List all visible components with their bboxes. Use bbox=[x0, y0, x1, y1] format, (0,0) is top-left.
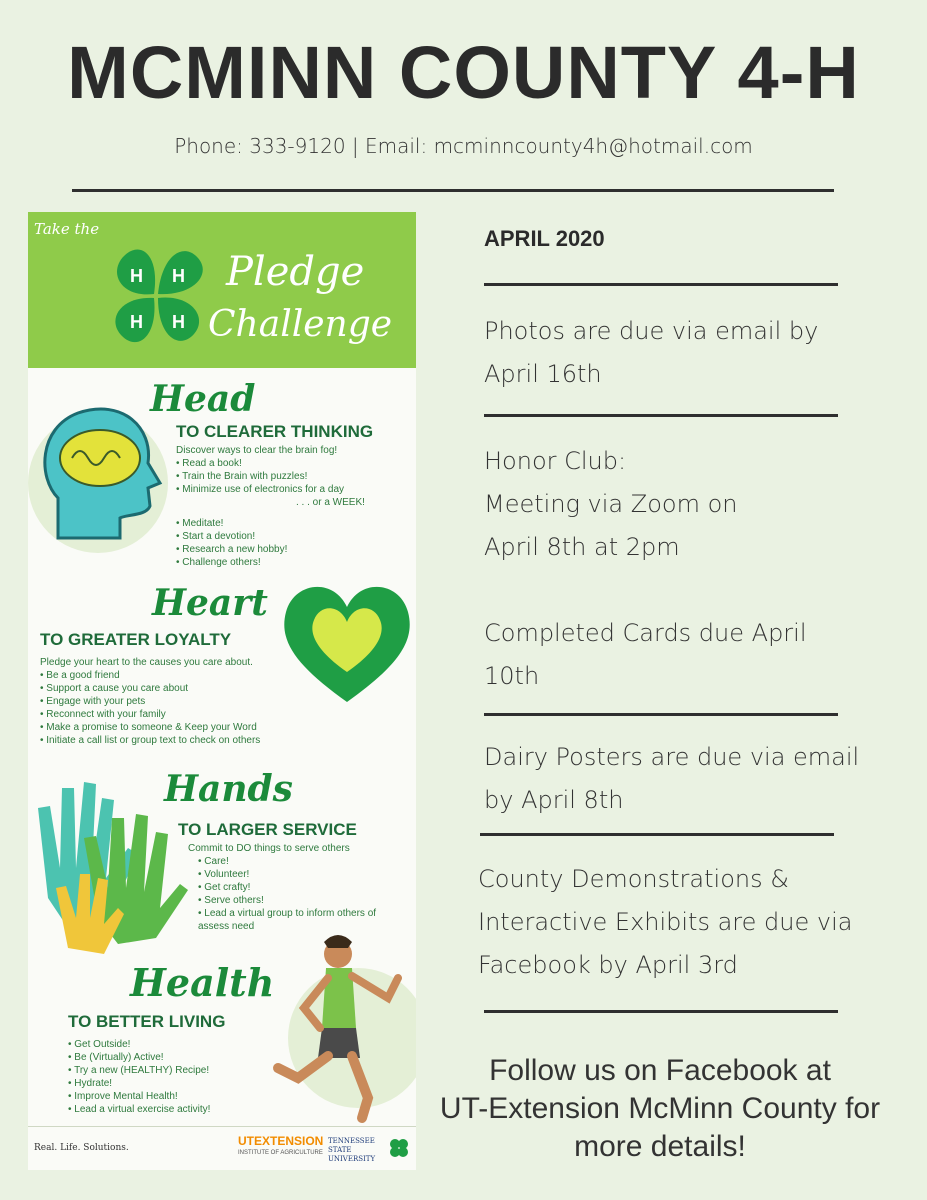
list-item: • Minimize use of electronics for a day bbox=[176, 483, 365, 496]
list-item: • Be (Virtually) Active! bbox=[68, 1051, 210, 1064]
notice-line: Dairy Posters are due via email bbox=[484, 743, 860, 771]
notice-honor-club bbox=[484, 440, 737, 569]
head-heading: Head bbox=[150, 378, 256, 420]
hands-subheading: TO LARGER SERVICE bbox=[178, 820, 357, 839]
list-item: • Try a new (HEALTHY) Recipe! bbox=[68, 1064, 210, 1077]
list-item: • Reconnect with your family bbox=[40, 708, 260, 721]
notice-line: April 16th bbox=[484, 360, 602, 388]
list-item: • Read a book! bbox=[176, 457, 365, 470]
poster-pledge: Pledge bbox=[226, 249, 365, 295]
follow-line: Follow us on Facebook at bbox=[489, 1054, 831, 1087]
svg-text:H: H bbox=[130, 312, 143, 332]
pledge-challenge-poster bbox=[28, 212, 416, 1170]
health-list bbox=[68, 1038, 210, 1116]
head-list bbox=[176, 444, 365, 569]
list-item: • Care! bbox=[198, 855, 408, 868]
svg-text:H: H bbox=[172, 266, 185, 286]
list-item: • Volunteer! bbox=[198, 868, 408, 881]
divider bbox=[484, 283, 838, 286]
hands-list bbox=[188, 842, 408, 933]
hands-intro: Commit to DO things to serve others bbox=[188, 843, 350, 854]
health-subheading: TO BETTER LIVING bbox=[68, 1012, 226, 1031]
notice-line: 10th bbox=[484, 662, 540, 690]
notice-line: Photos are due via email by bbox=[484, 317, 819, 345]
notice-line: Facebook by April 3rd bbox=[478, 951, 738, 979]
notice-line: Honor Club: bbox=[484, 447, 627, 475]
list-item: • Hydrate! bbox=[68, 1077, 210, 1090]
notice-photos bbox=[484, 310, 818, 396]
ut-extension-subtext: INSTITUTE OF AGRICULTURE bbox=[238, 1150, 323, 1156]
heart-list bbox=[40, 656, 260, 747]
list-item: • Be a good friend bbox=[40, 669, 260, 682]
divider bbox=[484, 414, 838, 417]
divider bbox=[484, 713, 838, 716]
contact-info: Phone: 333-9120 | Email: mcminncounty4h@hotmail.com bbox=[174, 134, 753, 158]
list-item: • Get Outside! bbox=[68, 1038, 210, 1051]
list-item: • Support a cause you care about bbox=[40, 682, 260, 695]
notice-county-demonstrations bbox=[478, 858, 852, 987]
heart-heading: Heart bbox=[152, 582, 268, 624]
notice-line: Completed Cards due April bbox=[484, 619, 807, 647]
ut-extension-logo bbox=[238, 1135, 323, 1159]
notice-line: Meeting via Zoom on bbox=[484, 490, 738, 518]
list-item: • Initiate a call list or group text to check on others bbox=[40, 734, 260, 747]
month-heading: APRIL 2020 bbox=[484, 226, 605, 251]
list-item: . . . or a WEEK! bbox=[296, 497, 365, 508]
list-item: • Lead a virtual exercise activity! bbox=[68, 1103, 210, 1116]
follow-line: more details! bbox=[574, 1130, 746, 1163]
list-item: • Train the Brain with puzzles! bbox=[176, 470, 365, 483]
poster-take-the: Take the bbox=[34, 220, 100, 238]
poster-challenge: Challenge bbox=[208, 304, 393, 345]
list-item: • Start a devotion! bbox=[176, 530, 365, 543]
notice-line: Interactive Exhibits are due via bbox=[478, 908, 853, 936]
header-divider bbox=[72, 189, 834, 192]
follow-line: UT-Extension McMinn County for bbox=[439, 1092, 881, 1125]
notice-line: County Demonstrations & bbox=[478, 865, 789, 893]
poster-footer bbox=[28, 1126, 416, 1170]
list-item: • Make a promise to someone & Keep your Word bbox=[40, 721, 260, 734]
divider bbox=[480, 833, 834, 836]
notice-line: April 8th at 2pm bbox=[484, 533, 680, 561]
notice-line: by April 8th bbox=[484, 786, 624, 814]
divider bbox=[484, 1010, 838, 1013]
list-item: • Meditate! bbox=[176, 517, 365, 530]
poster-banner bbox=[28, 212, 416, 368]
notice-dairy-posters bbox=[484, 736, 859, 822]
tsu-logo: TENNESSEE STATE UNIVERSITY bbox=[328, 1137, 376, 1163]
list-item: • Research a new hobby! bbox=[176, 543, 365, 556]
four-h-small-icon bbox=[388, 1137, 410, 1159]
head-intro: Discover ways to clear the brain fog! bbox=[176, 445, 338, 456]
runner-icon bbox=[248, 928, 416, 1128]
list-item: • Improve Mental Health! bbox=[68, 1090, 210, 1103]
list-item: • Get crafty! bbox=[198, 881, 408, 894]
hands-heading: Hands bbox=[164, 768, 293, 810]
list-item: • Serve others! bbox=[198, 894, 408, 907]
heart-subheading: TO GREATER LOYALTY bbox=[40, 630, 232, 649]
health-heading: Health bbox=[130, 960, 275, 1005]
ut-extension-text: UTEXTENSION bbox=[238, 1134, 324, 1148]
notice-completed-cards bbox=[484, 612, 807, 698]
list-item: • Lead a virtual group to inform others of assess need bbox=[198, 907, 408, 933]
heart-intro: Pledge your heart to the causes you care about. bbox=[40, 657, 253, 668]
svg-text:H: H bbox=[130, 266, 143, 286]
head-subheading: TO CLEARER THINKING bbox=[176, 422, 374, 441]
list-item: • Engage with your pets bbox=[40, 695, 260, 708]
list-item: • Challenge others! bbox=[176, 556, 365, 569]
facebook-follow-note bbox=[420, 1052, 900, 1166]
svg-text:H: H bbox=[172, 312, 185, 332]
heart-icon bbox=[278, 572, 416, 712]
page-title: MCMINN COUNTY 4-H bbox=[67, 31, 860, 114]
poster-tagline: Real. Life. Solutions. bbox=[34, 1143, 129, 1153]
